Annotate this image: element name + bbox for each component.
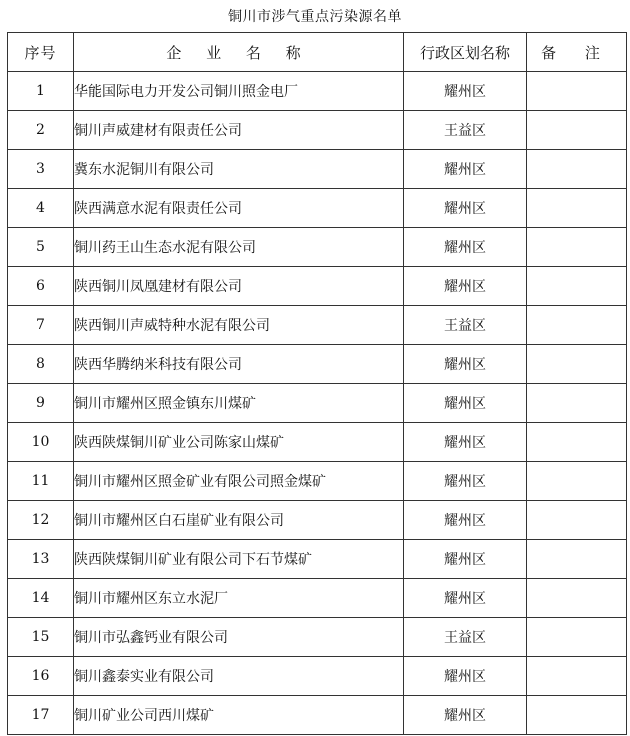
header-region: 行政区划名称 bbox=[404, 33, 527, 72]
table-row bbox=[8, 540, 627, 579]
cell-index: 7 bbox=[8, 306, 74, 345]
cell-note bbox=[527, 579, 627, 618]
table-row bbox=[8, 189, 627, 228]
header-company: 企 业 名 称 bbox=[74, 33, 404, 72]
cell-company: 陕西铜川声威特种水泥有限公司 bbox=[74, 306, 404, 345]
cell-company: 陕西陕煤铜川矿业公司陈家山煤矿 bbox=[74, 423, 404, 462]
cell-index: 8 bbox=[8, 345, 74, 384]
table-row bbox=[8, 579, 627, 618]
cell-company: 铜川市耀州区照金镇东川煤矿 bbox=[74, 384, 404, 423]
cell-note bbox=[527, 501, 627, 540]
cell-index: 15 bbox=[8, 618, 74, 657]
cell-region: 耀州区 bbox=[404, 189, 527, 228]
cell-region: 耀州区 bbox=[404, 228, 527, 267]
cell-region: 王益区 bbox=[404, 306, 527, 345]
cell-note bbox=[527, 540, 627, 579]
cell-index: 1 bbox=[8, 72, 74, 111]
table-row bbox=[8, 345, 627, 384]
cell-company: 陕西铜川凤凰建材有限公司 bbox=[74, 267, 404, 306]
pollution-source-table bbox=[7, 32, 627, 735]
cell-company: 陕西华腾纳米科技有限公司 bbox=[74, 345, 404, 384]
table-row bbox=[8, 384, 627, 423]
cell-region: 耀州区 bbox=[404, 696, 527, 735]
cell-note bbox=[527, 228, 627, 267]
cell-company: 铜川鑫泰实业有限公司 bbox=[74, 657, 404, 696]
table-row bbox=[8, 72, 627, 111]
cell-company: 铜川市耀州区白石崖矿业有限公司 bbox=[74, 501, 404, 540]
header-row bbox=[8, 33, 627, 72]
table-header bbox=[8, 33, 627, 72]
cell-note bbox=[527, 657, 627, 696]
cell-company: 铜川声威建材有限责任公司 bbox=[74, 111, 404, 150]
cell-index: 6 bbox=[8, 267, 74, 306]
cell-company: 铜川矿业公司西川煤矿 bbox=[74, 696, 404, 735]
cell-region: 耀州区 bbox=[404, 267, 527, 306]
cell-index: 9 bbox=[8, 384, 74, 423]
cell-note bbox=[527, 189, 627, 228]
cell-region: 耀州区 bbox=[404, 462, 527, 501]
table-row bbox=[8, 501, 627, 540]
cell-region: 耀州区 bbox=[404, 579, 527, 618]
table-row bbox=[8, 306, 627, 345]
cell-index: 13 bbox=[8, 540, 74, 579]
table-row bbox=[8, 111, 627, 150]
table-row bbox=[8, 150, 627, 189]
cell-note bbox=[527, 150, 627, 189]
cell-company: 华能国际电力开发公司铜川照金电厂 bbox=[74, 72, 404, 111]
cell-region: 王益区 bbox=[404, 618, 527, 657]
cell-note bbox=[527, 462, 627, 501]
cell-region: 耀州区 bbox=[404, 150, 527, 189]
cell-index: 16 bbox=[8, 657, 74, 696]
cell-company: 铜川市弘鑫钙业有限公司 bbox=[74, 618, 404, 657]
document-title: 铜川市涉气重点污染源名单 bbox=[228, 9, 402, 25]
cell-region: 王益区 bbox=[404, 111, 527, 150]
cell-note bbox=[527, 306, 627, 345]
table-row bbox=[8, 618, 627, 657]
cell-index: 11 bbox=[8, 462, 74, 501]
cell-note bbox=[527, 72, 627, 111]
header-note: 备 注 bbox=[527, 33, 627, 72]
table-row bbox=[8, 657, 627, 696]
cell-note bbox=[527, 423, 627, 462]
cell-company: 铜川市耀州区东立水泥厂 bbox=[74, 579, 404, 618]
cell-company: 陕西满意水泥有限责任公司 bbox=[74, 189, 404, 228]
cell-region: 耀州区 bbox=[404, 72, 527, 111]
cell-index: 17 bbox=[8, 696, 74, 735]
header-index: 序号 bbox=[8, 33, 74, 72]
cell-region: 耀州区 bbox=[404, 540, 527, 579]
table-row bbox=[8, 696, 627, 735]
cell-company: 陕西陕煤铜川矿业有限公司下石节煤矿 bbox=[74, 540, 404, 579]
cell-index: 4 bbox=[8, 189, 74, 228]
cell-company: 铜川市耀州区照金矿业有限公司照金煤矿 bbox=[74, 462, 404, 501]
cell-index: 5 bbox=[8, 228, 74, 267]
table-body bbox=[8, 72, 627, 735]
cell-region: 耀州区 bbox=[404, 501, 527, 540]
cell-region: 耀州区 bbox=[404, 423, 527, 462]
cell-region: 耀州区 bbox=[404, 345, 527, 384]
cell-note bbox=[527, 618, 627, 657]
cell-index: 12 bbox=[8, 501, 74, 540]
cell-note bbox=[527, 696, 627, 735]
cell-note bbox=[527, 111, 627, 150]
table-row bbox=[8, 267, 627, 306]
cell-region: 耀州区 bbox=[404, 384, 527, 423]
cell-note bbox=[527, 267, 627, 306]
cell-region: 耀州区 bbox=[404, 657, 527, 696]
cell-company: 铜川药王山生态水泥有限公司 bbox=[74, 228, 404, 267]
table-row bbox=[8, 228, 627, 267]
cell-company: 冀东水泥铜川有限公司 bbox=[74, 150, 404, 189]
cell-index: 3 bbox=[8, 150, 74, 189]
cell-index: 10 bbox=[8, 423, 74, 462]
cell-index: 14 bbox=[8, 579, 74, 618]
cell-index: 2 bbox=[8, 111, 74, 150]
table-row bbox=[8, 423, 627, 462]
cell-note bbox=[527, 384, 627, 423]
cell-note bbox=[527, 345, 627, 384]
table-row bbox=[8, 462, 627, 501]
